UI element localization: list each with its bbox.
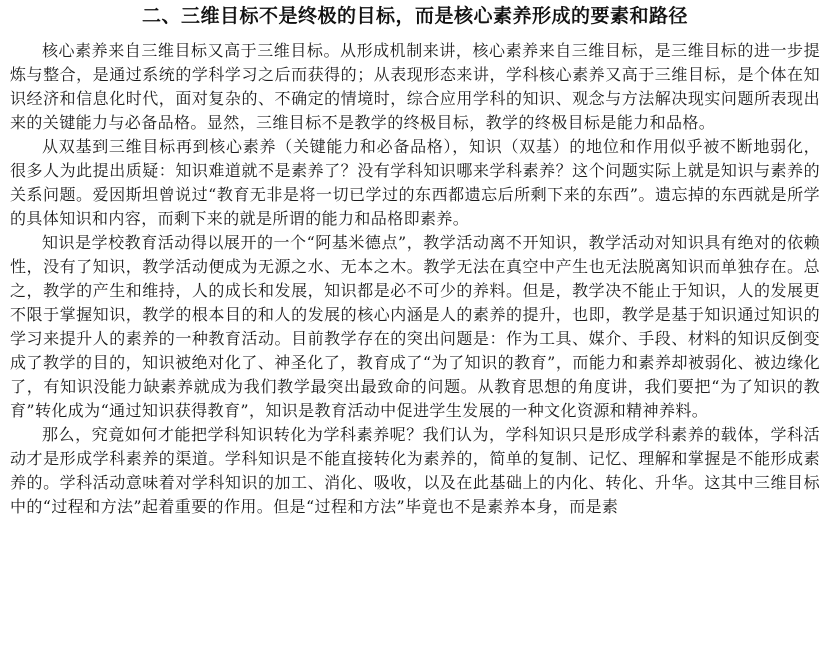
document-page [10,0,820,647]
paragraph-3: 知识是学校教育活动得以展开的一个“阿基米德点”，教学活动离不开知识，教学活动对知识具有绝对的依赖性，没有了知识，教学活动便成为无源之水、无本之木。教学无法在真空中产生也无法脱离知识而单独存在。总之，教学的产生和维持，人的成长和发展，知识都是必不可少的养料。但是，教学决不能止于知识，人的发展更不限于掌握知识，教学的根本目的和人的发展的核心内涵是人的素养的提升，也即，教学是基于知识通过知识的学习来提升人的素养的一种教育活动。目前教学存在的突出问题是：作为工具、媒介、手段、材料的知识反倒变成了教学的目的，知识被绝对化了、神圣化了，教育成了“为了知识的教育”，而能力和素养却被弱化、被边缘化了，有知识没能力缺素养就成为我们教学最突出最致命的问题。从教育思想的角度讲，我们要把“为了知识的教育”转化成为“通过知识获得教育”，知识是教育活动中促进学生发展的一种文化资源和精神养料。 [10,233,820,420]
section-title: 二、三维目标不是终极的目标，而是核心素养形成的要素和路径 [141,5,688,27]
paragraph-1: 核心素养来自三维目标又高于三维目标。从形成机制来讲，核心素养来自三维目标，是三维目标的进一步提炼与整合，是通过系统的学科学习之后而获得的；从表现形态来讲，学科核心素养又高于三维目标，是个体在知识经济和信息化时代，面对复杂的、不确定的情境时，综合应用学科的知识、观念与方法解决现实问题所表现出来的关键能力与必备品格。显然，三维目标不是教学的终极目标，教学的终极目标是能力和品格。 [10,41,820,132]
paragraph-4: 那么，究竟如何才能把学科知识转化为学科素养呢？我们认为，学科知识只是形成学科素养的载体，学科活动才是形成学科素养的渠道。学科知识是不能直接转化为素养的，简单的复制、记忆、理解和掌握是不能形成素养的。学科活动意味着对学科知识的加工、消化、吸收，以及在此基础上的内化、转化、升华。这其中三维目标中的“过程和方法”起着重要的作用。但是“过程和方法”毕竟也不是素养本身，而是素 [10,425,820,516]
paragraph-2: 从双基到三维目标再到核心素养（关键能力和必备品格），知识（双基）的地位和作用似乎被不断地弱化，很多人为此提出质疑：知识难道就不是素养了？没有学科知识哪来学科素养？这个问题实际上就是知识与素养的关系问题。爱因斯坦曾说过“教育无非是将一切已学过的东西都遗忘后所剩下来的东西”。遗忘掉的东西就是所学的具体知识和内容，而剩下来的就是所谓的能力和品格即素养。 [10,137,820,228]
